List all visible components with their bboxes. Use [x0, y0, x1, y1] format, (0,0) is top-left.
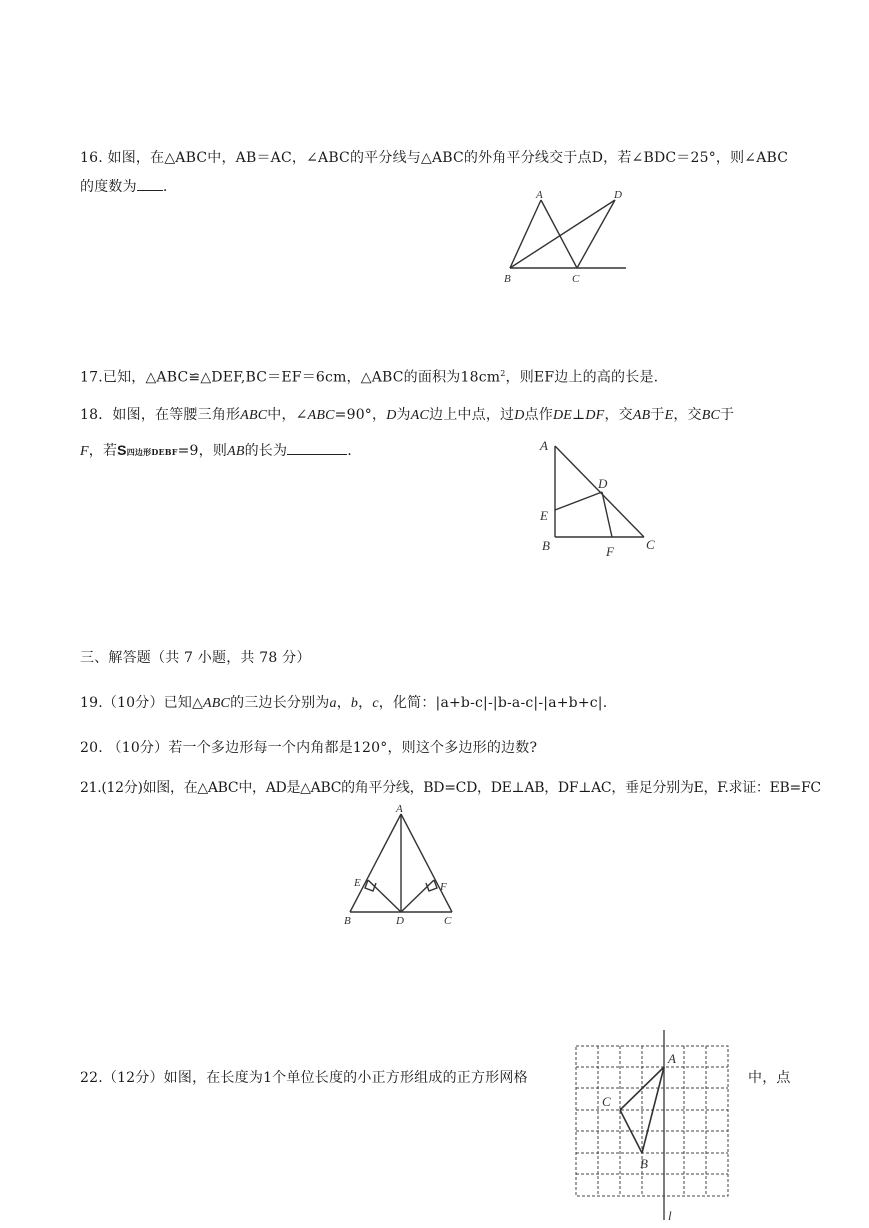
- q21-text: 21.(12分)如图，在△ABC中，AD是△ABC的角平分线，BD=CD，DE⊥AB，DF⊥AC，垂足分别为E，F.求证：EB=FC: [80, 780, 821, 796]
- q21-segment-df: [401, 880, 434, 912]
- q21-segment-ac: [401, 814, 452, 912]
- q22-label-c: C: [602, 1094, 611, 1109]
- q17-text: [80, 364, 658, 388]
- q20-text: 20. （10分）若一个多边形每一个内角都是120°，则这个多边形的边数?: [80, 740, 538, 756]
- q18-segment-de: [555, 492, 602, 510]
- q18-label-f: F: [606, 544, 614, 559]
- q18-label-b: B: [542, 538, 550, 553]
- q21-label-a: A: [396, 803, 403, 815]
- q18-segment-ac: [555, 446, 644, 537]
- q17-body: 17.已知，△ABC≌△DEF,BC＝EF＝6cm，△ABC的面积为18cm: [80, 369, 501, 386]
- q16-label-a: A: [536, 189, 543, 201]
- q22-label-l: l: [668, 1208, 672, 1223]
- q18-area-symbol: S: [117, 442, 127, 458]
- q18-label-c: C: [646, 537, 655, 552]
- q21-label-d: D: [396, 915, 404, 927]
- q16-end: .: [162, 179, 168, 195]
- q22-text: 22.（12分）如图，在长度为1个单位长度的小正方形组成的正方形网格: [80, 1070, 528, 1086]
- q18-label-d: D: [598, 476, 608, 491]
- q21-label-c: C: [444, 915, 452, 927]
- q22-label-a: A: [668, 1051, 676, 1066]
- q16-prefix: 的度数为: [80, 179, 137, 195]
- q17-end: ，则EF边上的高的长是.: [505, 369, 659, 386]
- q16-answer-blank: [137, 176, 163, 191]
- q21-label-f: F: [440, 881, 447, 893]
- q18-figure: [532, 432, 662, 562]
- q18-answer-blank: [287, 440, 347, 455]
- q16-figure: [496, 186, 636, 284]
- q21-segment-ab: [350, 814, 401, 912]
- section-heading: 三、解答题（共 7 小题，共 78 分）: [80, 650, 311, 666]
- q21-label-e: E: [354, 877, 361, 889]
- q22-segment-ab: [642, 1067, 664, 1153]
- q18-label-a: A: [540, 438, 548, 453]
- q17-superscript: 2: [500, 369, 506, 378]
- q18-area-subscript: 四边形DEBF: [126, 447, 178, 457]
- q16-segment-ac: [541, 200, 577, 268]
- q16-label-c: C: [572, 273, 580, 284]
- q21-segment-de: [368, 880, 401, 912]
- q18-text-line2: F，若S四边形DEBF=9，则AB的长为 .: [80, 442, 352, 459]
- q22-label-b: B: [640, 1156, 648, 1171]
- q18-label-e: E: [540, 508, 548, 523]
- q16-segment-cd: [577, 200, 615, 268]
- q16-label-d: D: [614, 189, 622, 201]
- q22-text-end: 中，点: [748, 1070, 791, 1086]
- q18-text-line1: 18．如图，在等腰三角形ABC中，∠ABC=90°，D为AC边上中点，过D点作DE⊥DF，交AB于E，交BC于: [80, 407, 735, 423]
- q16-text: 16. 如图，在△ABC中，AB＝AC，∠ABC的平分线与△ABC的外角平分线交于点D，若∠BDC＝25°，则∠ABC: [80, 150, 789, 166]
- q16-text-line2: [80, 176, 167, 197]
- q21-figure: [338, 800, 462, 932]
- q16-label-b: B: [504, 273, 511, 284]
- q22-grid: [576, 1046, 728, 1196]
- q19-text: 19.（10分）已知△ABC的三边长分别为a，b，c，化简：|a+b-c|-|b-a-c|-|a+b+c|.: [80, 695, 608, 711]
- q21-label-b: B: [344, 915, 351, 927]
- q22-grid-figure: [572, 1026, 734, 1224]
